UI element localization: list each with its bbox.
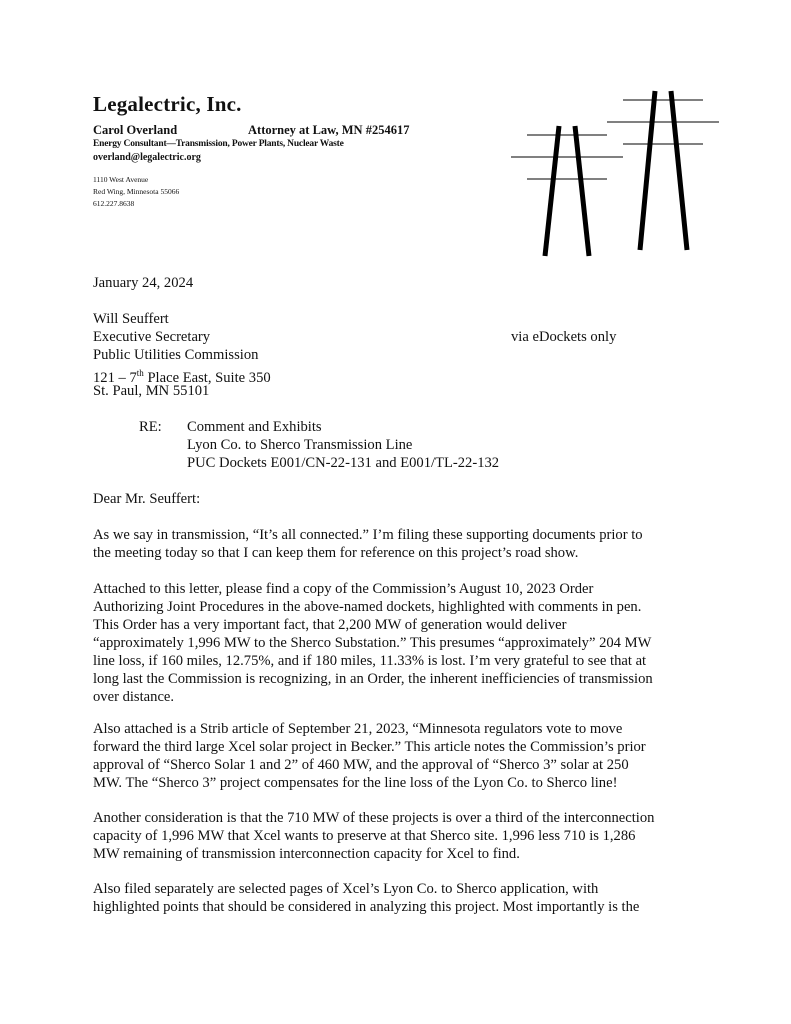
paragraph-line: approval of “Sherco Solar 1 and 2” of 460 MW, and the approval of “Sherco 3” solar at 250	[93, 757, 629, 773]
street-number: 121 – 7	[93, 369, 137, 386]
re-line: PUC Dockets E001/CN-22-131 and E001/TL-22-132	[187, 455, 500, 471]
salutation: Dear Mr. Seuffert:	[93, 491, 201, 507]
recipient-org: Public Utilities Commission	[93, 347, 259, 363]
address-line-2: Red Wing, Minnesota 55066	[93, 187, 180, 196]
body-paragraph	[93, 580, 713, 706]
paragraph-line: This Order has a very important fact, that 2,200 MW of generation would deliver	[93, 617, 567, 633]
paragraph-line: As we say in transmission, “It’s all connected.” I’m filing these supporting documents prior to	[93, 527, 643, 543]
body-paragraph	[93, 880, 713, 916]
delivery-method: via eDockets only	[511, 329, 617, 345]
street-name: Place East, Suite 350	[143, 369, 271, 386]
recipient-title: Executive Secretary	[93, 329, 211, 345]
body-paragraph	[93, 809, 713, 863]
street-ordinal: th	[136, 368, 144, 378]
attorney-title: Attorney at Law, MN #254617	[248, 123, 410, 137]
body-paragraph	[93, 720, 713, 792]
body-paragraph	[93, 526, 713, 562]
paragraph-line: forward the third large Xcel solar project in Becker.” This article notes the Commission’s prior	[93, 739, 646, 755]
re-line: Comment and Exhibits	[187, 419, 322, 435]
attorney-name: Carol Overland	[93, 123, 178, 137]
paragraph-line: Attached to this letter, please find a copy of the Commission’s August 10, 2023 Order	[93, 581, 594, 597]
paragraph-line: highlighted points that should be considered in analyzing this project. Most importantly is the	[93, 899, 640, 915]
recipient-name: Will Seuffert	[93, 311, 169, 327]
re-line: Lyon Co. to Sherco Transmission Line	[187, 437, 413, 453]
paragraph-line: Also filed separately are selected pages of Xcel’s Lyon Co. to Sherco application, with	[93, 881, 599, 897]
paragraph-line: Also attached is a Strib article of September 21, 2023, “Minnesota regulators vote to move	[93, 721, 623, 737]
paragraph-line: the meeting today so that I can keep them for reference on this project’s road show.	[93, 545, 579, 561]
paragraph-line: MW remaining of transmission interconnection capacity for Xcel to find.	[93, 846, 520, 862]
paragraph-line: capacity of 1,996 MW that Xcel wants to preserve at that Sherco site. 1,996 less 710 is 1,286	[93, 828, 636, 844]
paragraph-line: MW. The “Sherco 3” project compensates for the line loss of the Lyon Co. to Sherco line!	[93, 775, 618, 791]
consultant-line: Energy Consultant—Transmission, Power Plants, Nuclear Waste	[93, 139, 344, 149]
email: overland@legalectric.org	[93, 152, 201, 163]
letter-date: January 24, 2024	[93, 275, 194, 291]
paragraph-line: line loss, if 160 miles, 12.75%, and if 180 miles, 11.33% is lost. I’m very grateful to see that at	[93, 653, 647, 669]
paragraph-line: over distance.	[93, 689, 175, 705]
phone-line: 612.227.8638	[93, 199, 135, 208]
re-label: RE:	[139, 419, 162, 435]
paragraph-line: Another consideration is that the 710 MW of these projects is over a third of the interconnection	[93, 810, 655, 826]
transmission-tower-logo	[505, 88, 725, 258]
address-line-1: 1110 West Avenue	[93, 175, 149, 184]
paragraph-line: “approximately 1,996 MW to the Sherco Substation.” This presumes “approximately” 204 MW	[93, 635, 652, 651]
paragraph-line: Authorizing Joint Procedures in the above-named dockets, highlighted with comments in pen.	[93, 599, 642, 615]
firm-name: Legalectric, Inc.	[93, 92, 242, 116]
paragraph-line: long last the Commission is recognizing, in an Order, the inherent inefficiencies of transmission	[93, 671, 653, 687]
recipient-city: St. Paul, MN 55101	[93, 383, 210, 399]
